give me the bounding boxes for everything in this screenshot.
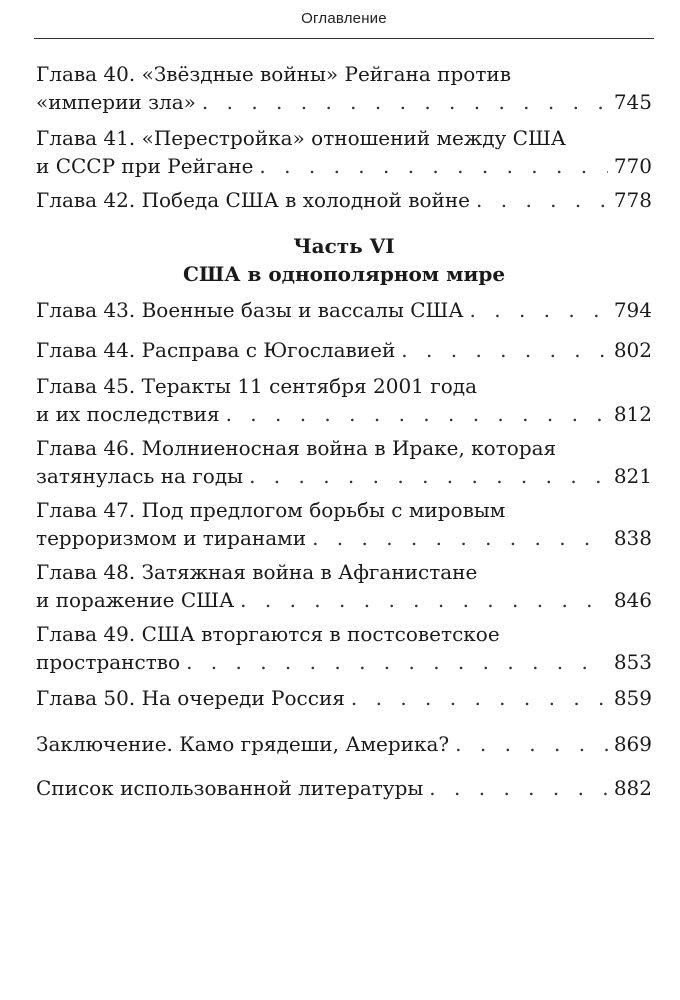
toc-page-number: 846 xyxy=(613,588,652,612)
toc-entry-title: Заключение. Камо грядеши, Америка? xyxy=(36,732,450,756)
toc-entry-title-line: Глава 41. «Перестройка» отношений между США xyxy=(36,126,566,150)
toc-page-number: 745 xyxy=(613,90,652,114)
dot-leader xyxy=(226,400,608,428)
toc-entry-title: Глава 42. Победа США в холодной войне xyxy=(36,188,471,212)
part-number: Часть VI xyxy=(293,234,395,258)
toc-entry-chapter-50[interactable] xyxy=(36,684,652,712)
toc-page-number: 794 xyxy=(613,298,652,322)
toc-page-number: 770 xyxy=(613,154,652,178)
toc-entry-chapter-40[interactable] xyxy=(36,60,652,116)
toc-entry-chapter-49[interactable] xyxy=(36,620,652,676)
toc-entry-title: Глава 44. Расправа с Югославией xyxy=(36,338,396,362)
toc-entry-title-end: и их последствия xyxy=(36,402,220,426)
dot-leader xyxy=(259,152,607,180)
toc-entry-chapter-43[interactable] xyxy=(36,296,652,324)
toc-page-number: 882 xyxy=(613,776,652,800)
dot-leader xyxy=(186,648,608,676)
toc-entry-title-line: Глава 48. Затяжная война в Афганистане xyxy=(36,560,478,584)
toc-entry-chapter-47[interactable] xyxy=(36,496,652,552)
dot-leader xyxy=(429,774,608,802)
dot-leader xyxy=(312,524,608,552)
toc-entry-title-line: Глава 45. Теракты 11 сентября 2001 года xyxy=(36,374,478,398)
toc-page-number: 821 xyxy=(613,464,652,488)
toc-entry-title: Глава 50. На очереди Россия xyxy=(36,686,345,710)
toc-page-number: 838 xyxy=(613,526,652,550)
toc-entry-bibliography[interactable] xyxy=(36,774,652,802)
dot-leader xyxy=(455,730,608,758)
toc-entry-chapter-42[interactable] xyxy=(36,186,652,214)
toc-page-number: 802 xyxy=(613,338,652,362)
running-header: Оглавление xyxy=(301,10,387,27)
dot-leader xyxy=(401,336,608,364)
toc-entry-title-end: терроризмом и тиранами xyxy=(36,526,307,550)
part-title: США в однополярном мире xyxy=(182,262,506,286)
dot-leader xyxy=(476,186,608,214)
toc-entry-title-line: Глава 47. Под предлогом борьбы с мировым xyxy=(36,498,506,522)
part-heading xyxy=(36,232,652,288)
dot-leader xyxy=(202,88,608,116)
toc-entry-chapter-45[interactable] xyxy=(36,372,652,428)
toc-entry-title: Список использованной литературы xyxy=(36,776,424,800)
toc-entry-title-end: и СССР при Рейгане xyxy=(36,154,254,178)
toc-page-number: 812 xyxy=(613,402,652,426)
toc-entry-title-line: Глава 46. Молниеносная война в Ираке, которая xyxy=(36,436,557,460)
toc-entry-chapter-48[interactable] xyxy=(36,558,652,614)
dot-leader xyxy=(470,296,608,324)
toc-entry-title-line: Глава 40. «Звёздные войны» Рейгана против xyxy=(36,62,511,86)
toc-entry-title-end: и поражение США xyxy=(36,588,235,612)
toc-page-number: 853 xyxy=(613,650,652,674)
toc-entry-conclusion[interactable] xyxy=(36,730,652,758)
toc-page-number: 869 xyxy=(613,732,652,756)
dot-leader xyxy=(249,462,608,490)
toc-entry-chapter-41[interactable] xyxy=(36,124,652,180)
header-rule xyxy=(34,38,654,39)
toc-page-number: 859 xyxy=(613,686,652,710)
toc-page-number: 778 xyxy=(613,188,652,212)
toc-entry-chapter-44[interactable] xyxy=(36,336,652,364)
toc-entry-chapter-46[interactable] xyxy=(36,434,652,490)
toc-entry-title: Глава 43. Военные базы и вассалы США xyxy=(36,298,464,322)
dot-leader xyxy=(240,586,608,614)
dot-leader xyxy=(351,684,608,712)
toc-entry-title-line: Глава 49. США вторгаются в постсоветское xyxy=(36,622,500,646)
toc-entry-title-end: пространство xyxy=(36,650,181,674)
toc-entry-title-end: затянулась на годы xyxy=(36,464,244,488)
toc-entry-title-end: «империи зла» xyxy=(36,90,196,114)
